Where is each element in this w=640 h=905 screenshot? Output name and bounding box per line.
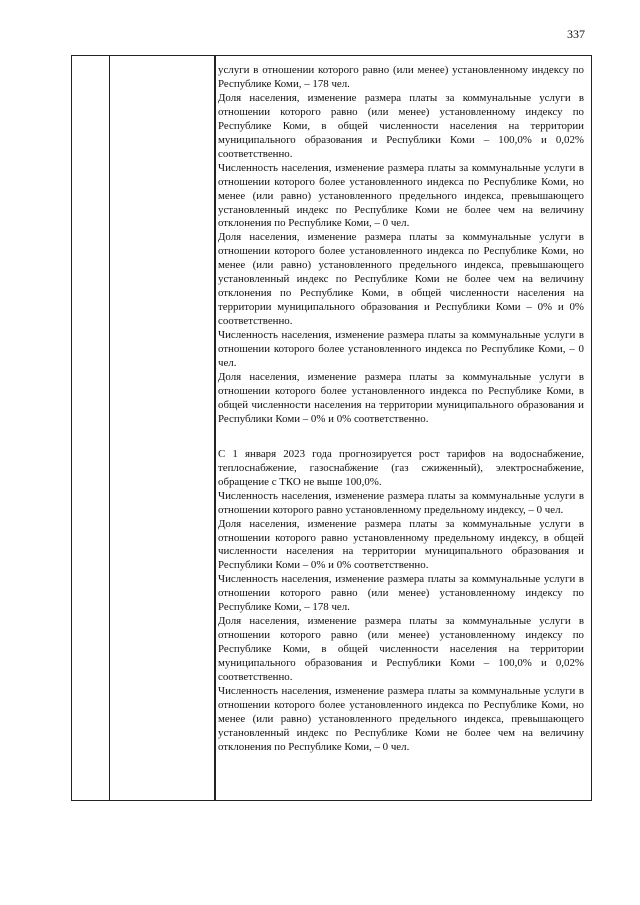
- paragraph: Численность населения, изменение размера платы за коммунальные услуги в отношении которого более установленного индекса по Республике Коми, но менее (или равно) установленного предельного индекса, превышающего установленный индекс по Республике Коми не более чем на величину отклонения по Республике Коми, – 0 чел.: [218, 161, 584, 230]
- paragraph: Доля населения, изменение размера платы за коммунальные услуги в отношении которого равно (или менее) установленному индексу по Республике Коми, в общей численности населения на территории муниципального образования и Республики Коми – 100,0% и 0,02% соответственно.: [218, 615, 584, 684]
- table-column-divider: [109, 56, 110, 800]
- paragraph: Численность населения, изменение размера платы за коммунальные услуги в отношении которого более установленного индекса по Республике Коми, но менее (или равно) установленного предельного индекса, превышающего установленный индекс по Республике Коми не более чем на величину отклонения по Республике Коми, – 0 чел.: [218, 684, 584, 753]
- paragraph: Численность населения, изменение размера платы за коммунальные услуги в отношении которого равно установленному предельному индексу, – 0 чел.: [218, 489, 584, 516]
- paragraph: Численность населения, изменение размера платы за коммунальные услуги в отношении которого более установленного индекса по Республике Коми, – 0 чел.: [218, 329, 584, 370]
- table-column-divider: [215, 56, 216, 800]
- paragraph: Доля населения, изменение размера платы за коммунальные услуги в отношении которого равно установленному предельному индексу, в общей численности населения на территории муниципального образования и Республики Коми – 0% и 0% соответственно.: [218, 517, 584, 572]
- paragraph: Численность населения, изменение размера платы за коммунальные услуги в отношении которого равно (или менее) установленному индексу по Республике Коми, – 178 чел.: [218, 573, 584, 614]
- page-number: 337: [567, 27, 585, 41]
- paragraph: услуги в отношении которого равно (или менее) установленному индексу по Республике Коми, – 178 чел.: [218, 64, 584, 90]
- paragraph: С 1 января 2023 года прогнозируется рост тарифов на водоснабжение, теплоснабжение, газоснабжение (газ сжиженный), электроснабжение, обращение с ТКО не выше 100,0%.: [218, 447, 584, 488]
- paragraph: Доля населения, изменение размера платы за коммунальные услуги в отношении которого более установленного индекса по Республике Коми, но менее (или равно) установленного предельного индекса, превышающего установленный индекс по Республике Коми не более чем на величину отклонения по Республике Коми, в общей численности населения на территории муниципального образования и Республики Коми – 0% и 0% соответственно.: [218, 231, 584, 328]
- paragraph: Доля населения, изменение размера платы за коммунальные услуги в отношении которого более установленного индекса по Республике Коми, в общей численности населения на территории муниципального образования и Республики Коми – 0% и 0% соответственно.: [218, 370, 584, 425]
- document-table: [71, 55, 592, 801]
- table-content-cell: [218, 64, 584, 755]
- paragraph: Доля населения, изменение размера платы за коммунальные услуги в отношении которого равно (или менее) установленному индексу по Республике Коми, в общей численности населения на территории муниципального образования и Республики Коми – 100,0% и 0,02% соответственно.: [218, 91, 584, 160]
